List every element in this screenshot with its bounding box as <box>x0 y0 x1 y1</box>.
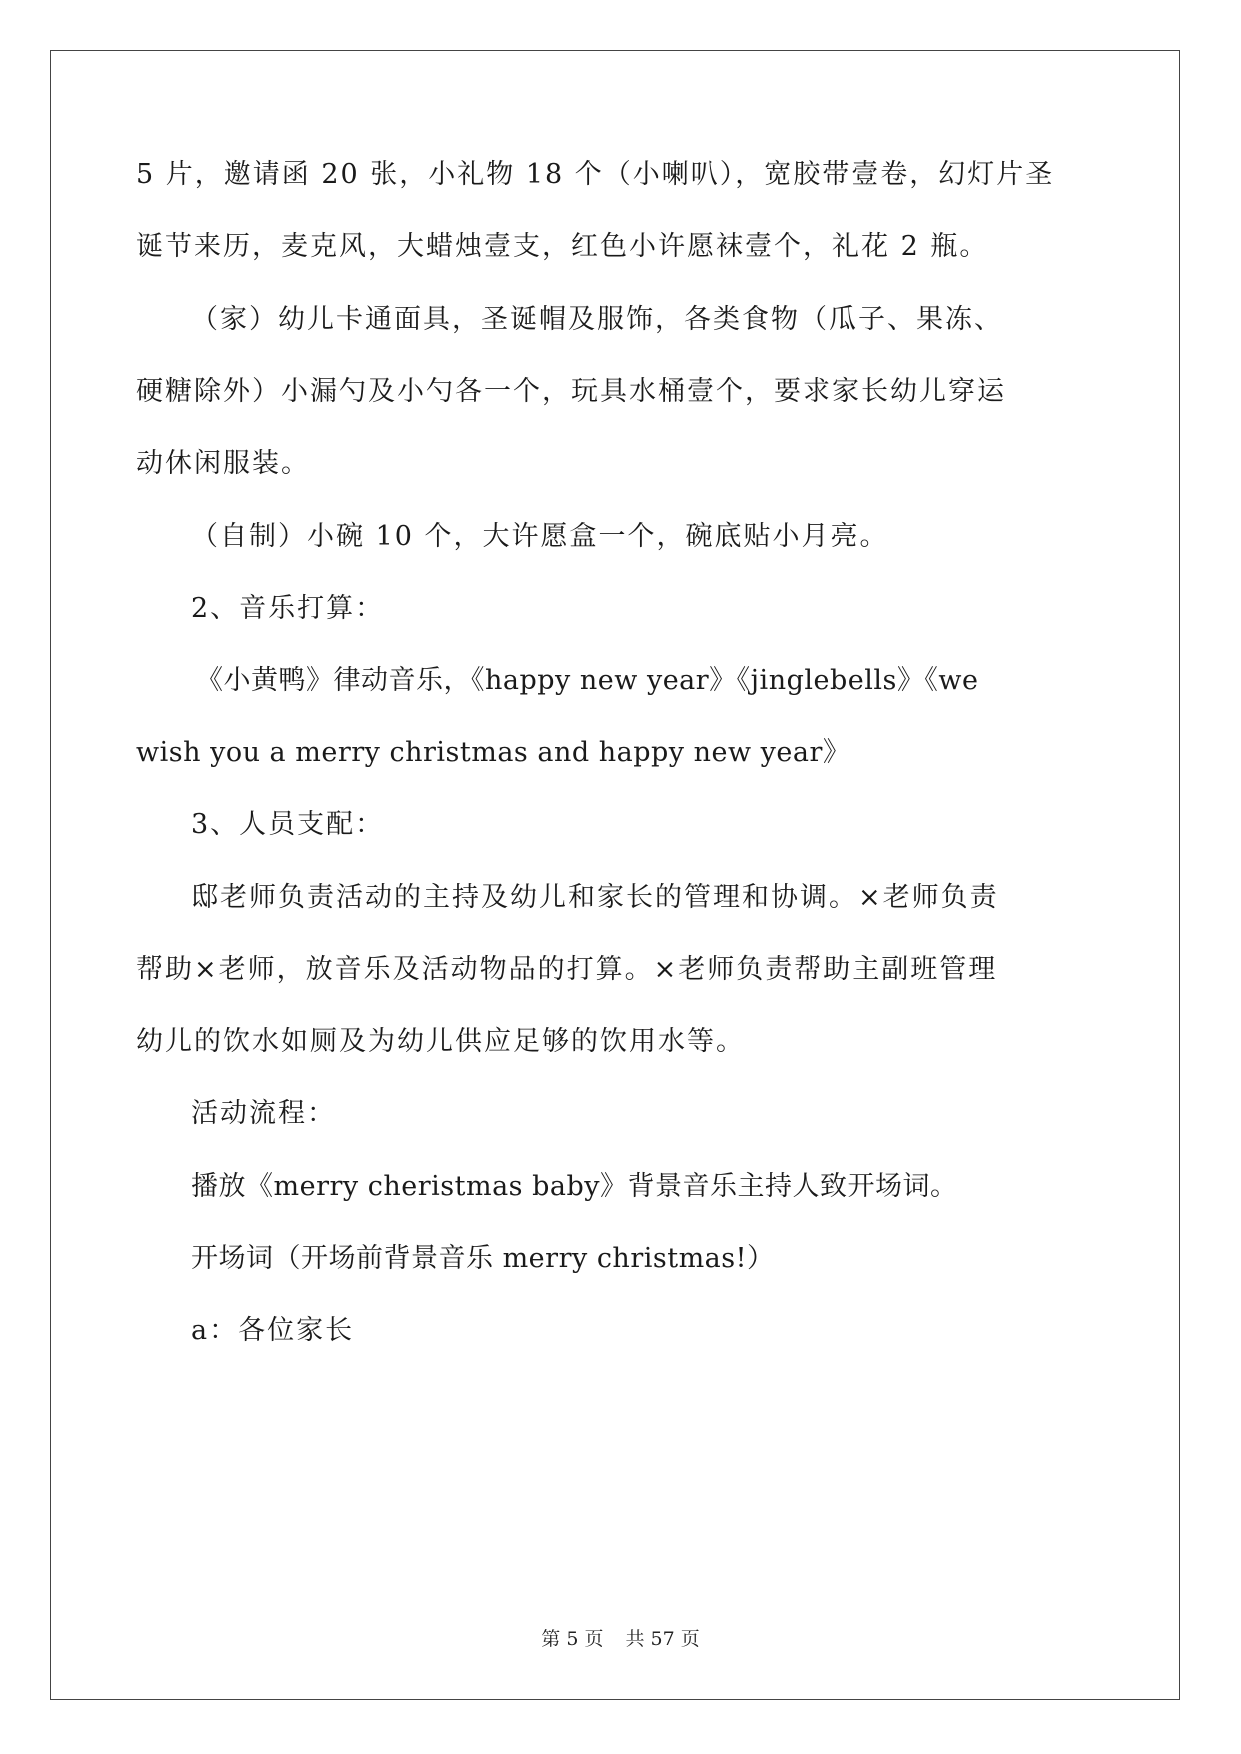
page-number: 第 5 页 <box>541 1628 604 1650</box>
text-line-16: 开场词（开场前背景音乐 merry christmas!） <box>191 1243 775 1274</box>
section-heading-process: 活动流程： <box>191 1098 336 1129</box>
text-line-11: 邸老师负责活动的主持及幼儿和家长的管理和协调。×老师负责 <box>191 882 999 913</box>
section-heading-staff: 3、人员支配： <box>191 809 385 840</box>
page-total: 共 57 页 <box>625 1628 700 1650</box>
text-line-4: 硬糖除外）小漏勺及小勺各一个，玩具水桶壹个，要求家长幼儿穿运 <box>136 376 1006 407</box>
text-line-5: 动休闲服装。 <box>136 448 310 479</box>
text-line-1: 5 片，邀请函 20 张，小礼物 18 个（小喇叭），宽胶带壹卷，幻灯片圣 <box>136 159 1055 190</box>
text-line-13: 幼儿的饮水如厕及为幼儿供应足够的饮用水等。 <box>136 1026 745 1057</box>
text-line-6: （自制）小碗 10 个，大许愿盒一个，碗底贴小月亮。 <box>191 521 889 552</box>
page-footer <box>0 1624 1241 1651</box>
page-border <box>50 50 1180 1700</box>
text-line-15: 播放《merry cheristmas baby》背景音乐主持人致开场词。 <box>191 1171 958 1202</box>
text-line-2: 诞节来历，麦克风，大蜡烛壹支，红色小许愿袜壹个，礼花 2 瓶。 <box>136 231 989 262</box>
text-line-3: （家）幼儿卡通面具，圣诞帽及服饰，各类食物（瓜子、果冻、 <box>191 304 1003 335</box>
text-line-9: wish you a merry christmas and happy new year》 <box>136 737 851 768</box>
text-line-12: 帮助×老师，放音乐及活动物品的打算。×老师负责帮助主副班管理 <box>136 954 998 985</box>
text-line-17: a：各位家长 <box>191 1315 355 1346</box>
text-line-8: 《小黄鸭》律动音乐，《happy new year》《jinglebells》《we <box>196 665 979 696</box>
section-heading-music: 2、音乐打算： <box>191 593 385 624</box>
